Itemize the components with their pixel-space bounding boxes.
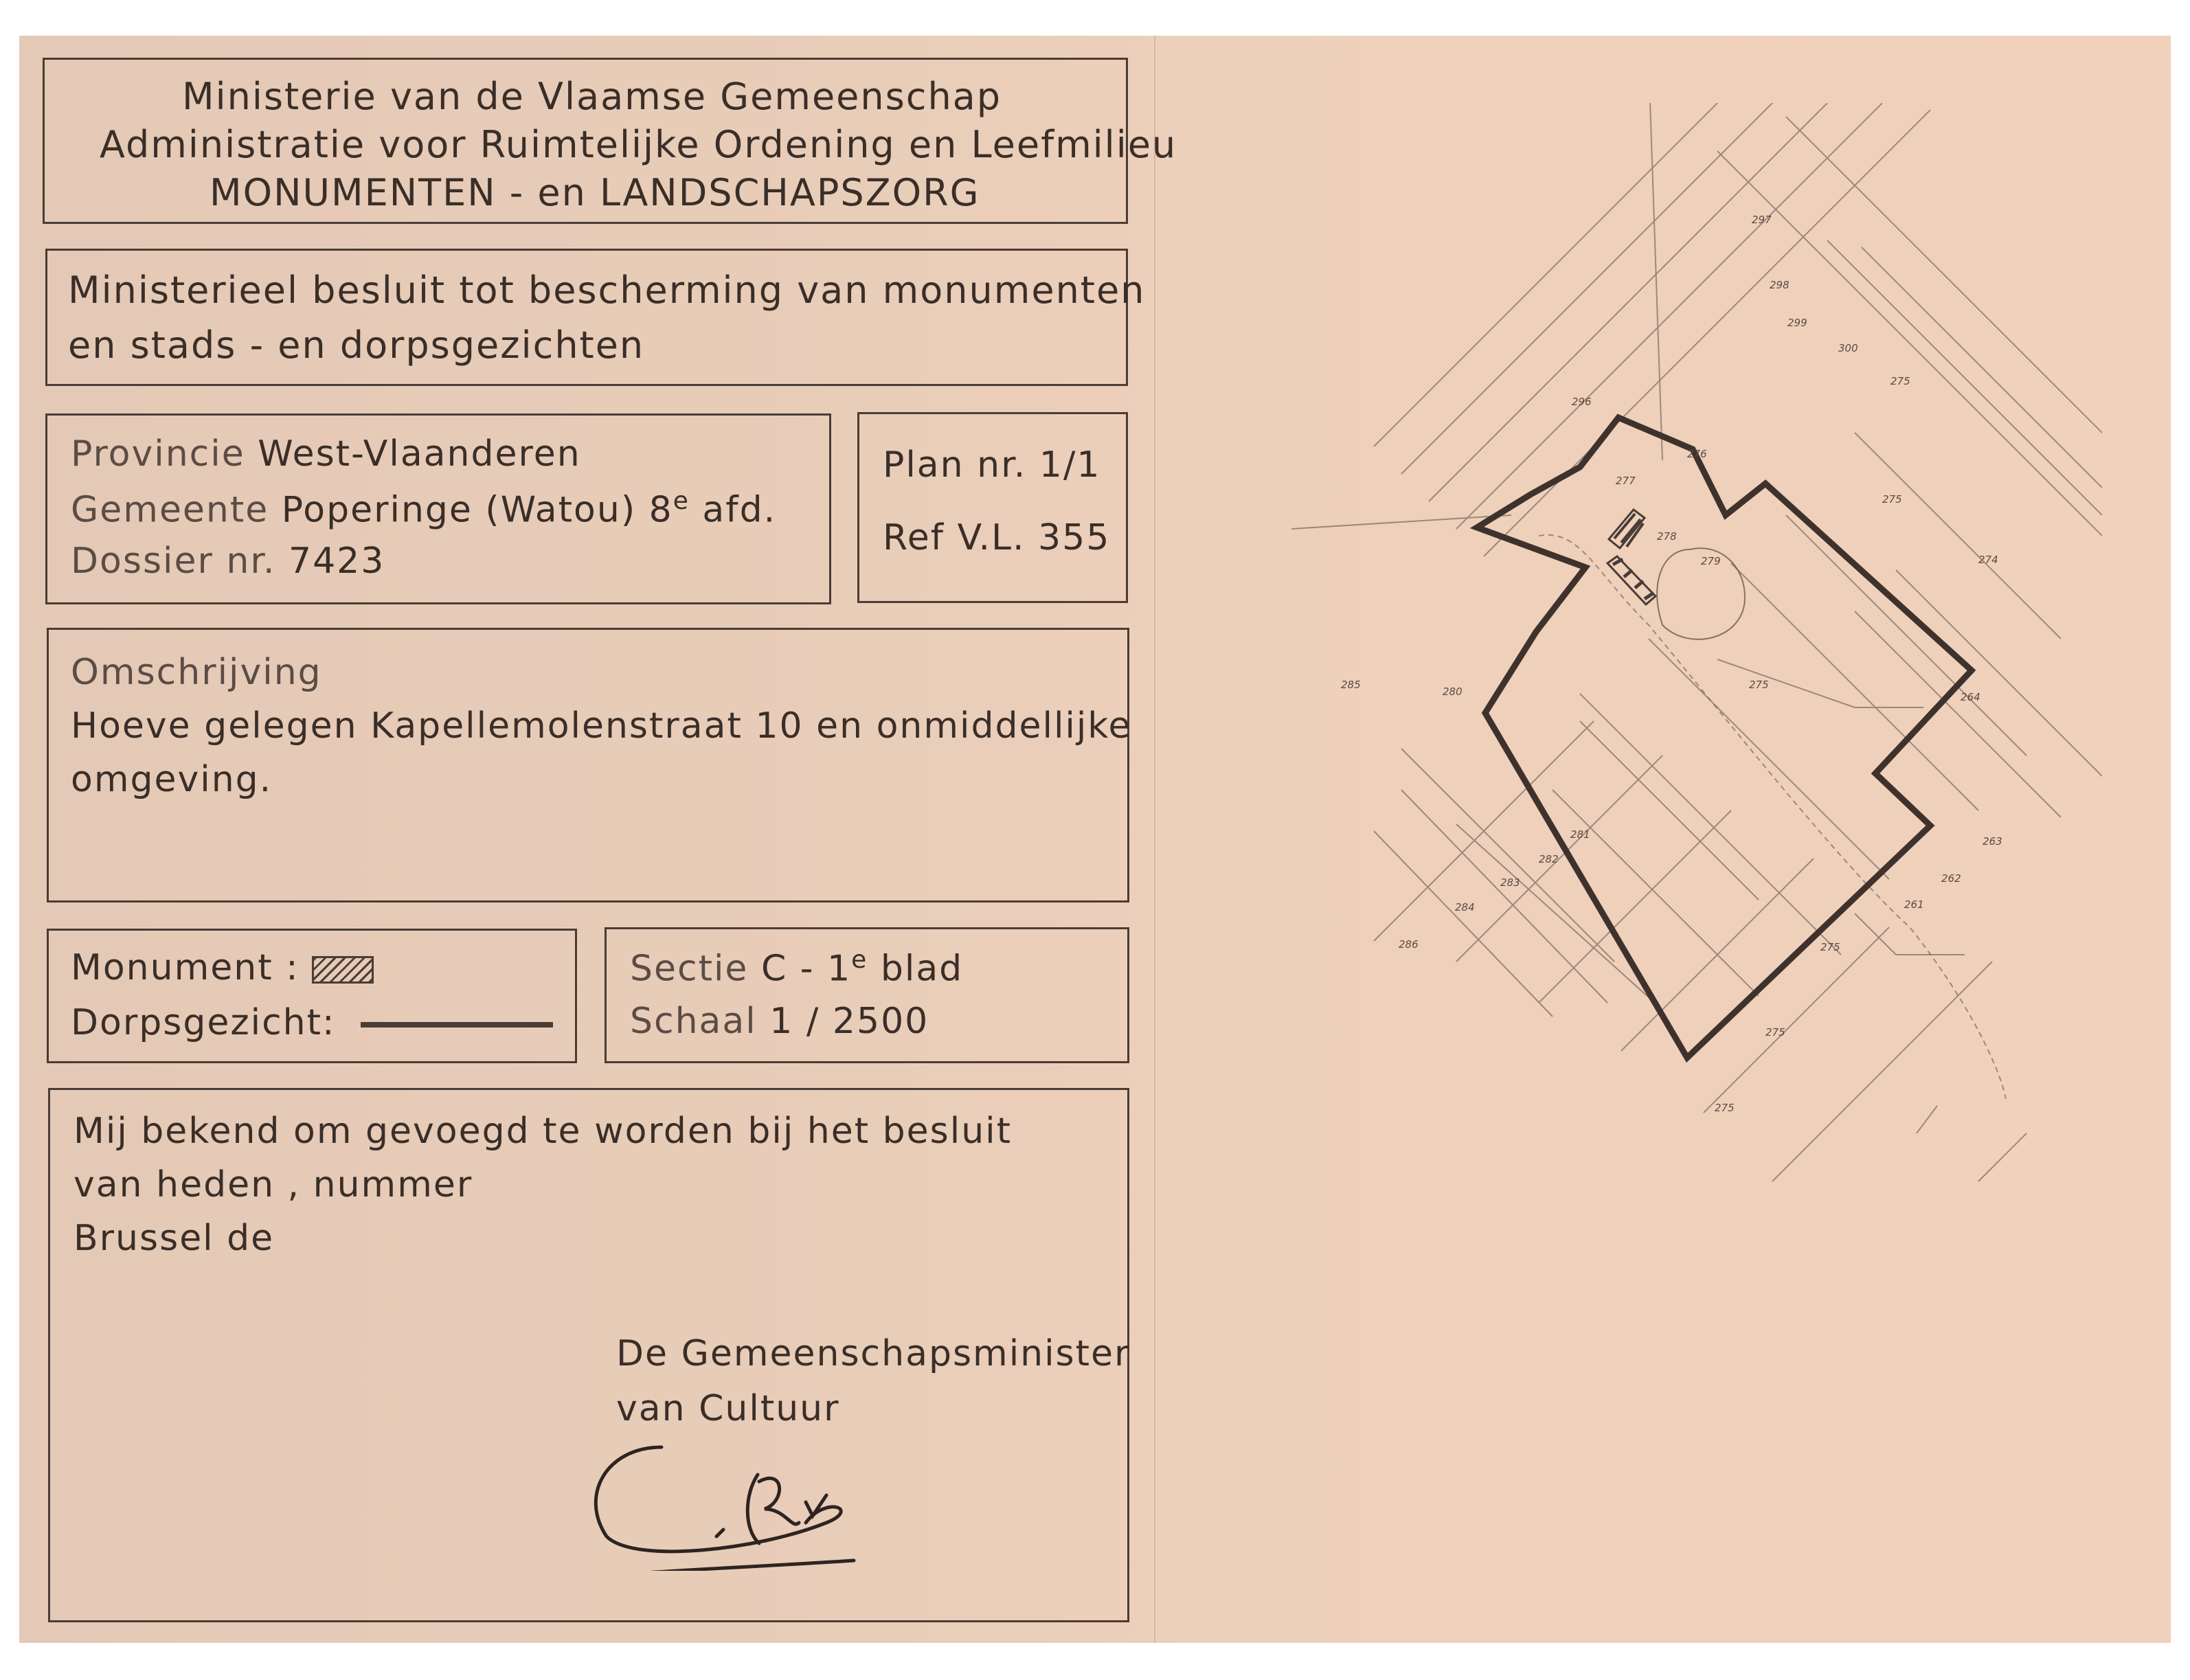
provincie-label: Provincie (71, 433, 245, 475)
provincie-value: West-Vlaanderen (258, 433, 581, 475)
parcel-297: 297 (1752, 214, 1772, 226)
page-fold (1154, 36, 1155, 1643)
schaal-label: Schaal (630, 1001, 757, 1042)
parcel-262: 262 (1941, 872, 1961, 885)
monument-hatch-swatch (312, 956, 374, 984)
parcel-281: 281 (1570, 828, 1590, 841)
description-line-2: omgeving. (71, 759, 273, 800)
gemeente-suffix: afd. (702, 489, 777, 531)
header-ministry: Ministerie van de Vlaamse Gemeenschap (182, 75, 1002, 118)
parcel-275-e: 275 (1765, 1026, 1785, 1038)
description-box (47, 628, 1132, 903)
description-label: Omschrijving (71, 652, 322, 693)
parcel-285: 285 (1341, 679, 1361, 691)
plan-label: Plan nr. (883, 444, 1027, 486)
dorpsgezicht-label: Dorpsgezicht: (71, 1002, 336, 1043)
parcel-263: 263 (1983, 835, 2002, 848)
header-department: MONUMENTEN - en LANDSCHAPSZORG (210, 171, 980, 214)
parcel-279: 279 (1701, 555, 1721, 567)
parcel-lines (1291, 103, 2102, 1181)
ref-value: V.L. 355 (957, 517, 1111, 558)
parcel-298: 298 (1770, 279, 1790, 291)
parcel-299: 299 (1787, 317, 1807, 329)
gemeente-label: Gemeente (71, 489, 269, 531)
path-dashed (1539, 535, 2006, 1099)
parcel-286: 286 (1399, 938, 1419, 951)
parcel-296: 296 (1572, 396, 1592, 408)
ref-row (883, 517, 1110, 558)
parcel-275-c: 275 (1749, 679, 1769, 691)
minister-signature (579, 1420, 881, 1571)
dossier-row (71, 541, 385, 582)
dossier-label: Dossier nr. (71, 541, 276, 582)
decree-line-1: Ministerieel besluit tot bescherming van monumenten (68, 269, 1146, 312)
ref-label: Ref (883, 517, 945, 558)
decree-box (45, 249, 1146, 386)
parcel-261: 261 (1904, 898, 1924, 911)
sectie-label: Sectie (630, 948, 749, 990)
parcel-284: 284 (1455, 901, 1475, 913)
gemeente-sup: e (673, 487, 690, 515)
header-administration: Administratie voor Ruimtelijke Ordening en Leefmilieu (100, 123, 1177, 166)
approval-box (48, 1088, 1129, 1622)
gemeente-value: Poperinge (Watou) 8 (281, 489, 673, 531)
provincie-row (71, 433, 581, 475)
minister-line-1: De Gemeenschapsminister (616, 1333, 1131, 1374)
dossier-value: 7423 (289, 541, 385, 582)
monument-label: Monument : (71, 947, 300, 988)
legend-monument (71, 947, 374, 988)
parcel-275-a: 275 (1890, 375, 1910, 387)
decree-line-2: en stads - en dorpsgezichten (68, 323, 645, 367)
legend-dorpsgezicht (71, 1002, 553, 1043)
gemeente-row (71, 487, 776, 530)
approval-line-3: Brussel de (74, 1218, 275, 1259)
approval-line-2: van heden , nummer (74, 1164, 473, 1205)
parcel-278: 278 (1657, 530, 1677, 543)
legend-box (47, 929, 577, 1063)
parcel-275-f: 275 (1715, 1102, 1735, 1114)
parcel-numbers (1341, 214, 2002, 1114)
header-box (43, 58, 1177, 224)
approval-line-1: Mij bekend om gevoegd te worden bij het besluit (74, 1111, 1012, 1152)
parcel-275-b: 275 (1882, 493, 1902, 506)
parcel-276: 276 (1687, 448, 1707, 460)
schaal-value: 1 / 2500 (769, 1001, 929, 1042)
location-box (45, 413, 831, 604)
parcel-275-d: 275 (1820, 941, 1840, 953)
parcel-274: 274 (1978, 554, 1998, 566)
section-box (605, 927, 1129, 1063)
plan-box (857, 412, 1128, 603)
cadastral-map (1168, 103, 2102, 1202)
parcel-280: 280 (1443, 685, 1463, 698)
plan-row (883, 444, 1100, 486)
dorpsgezicht-line-swatch (361, 1022, 553, 1028)
description-line-1: Hoeve gelegen Kapellemolenstraat 10 en onmiddellijke (71, 705, 1132, 747)
parcel-300: 300 (1838, 342, 1858, 354)
schaal-row (630, 1001, 929, 1042)
sectie-suffix: blad (880, 948, 964, 990)
parcel-282: 282 (1539, 853, 1559, 865)
plan-value: 1/1 (1039, 444, 1101, 486)
minister-line-2: van Cultuur (616, 1388, 840, 1429)
parcel-264: 264 (1961, 691, 1980, 703)
sectie-row (630, 946, 963, 989)
parcel-283: 283 (1500, 876, 1520, 889)
sectie-sup: e (851, 946, 868, 974)
parcel-277: 277 (1616, 475, 1636, 487)
monument-building-1-hatch (1614, 514, 1643, 547)
sectie-value: C - 1 (760, 948, 852, 990)
monument-building-2-hatch (1613, 559, 1653, 599)
